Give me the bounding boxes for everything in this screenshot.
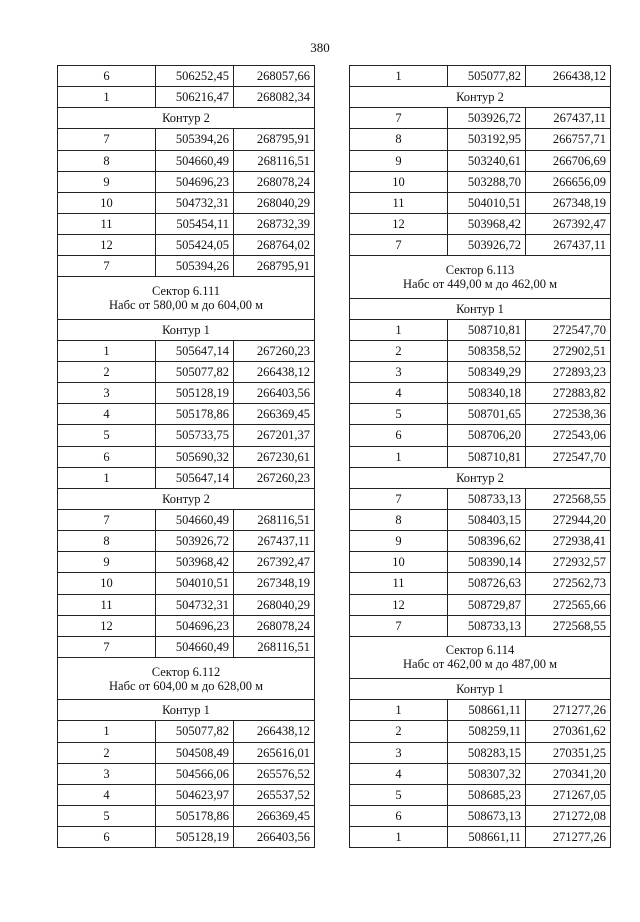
contour-label: Контур 2 — [350, 87, 611, 108]
point-number: 7 — [58, 509, 156, 530]
x-coordinate: 503926,72 — [448, 235, 526, 256]
x-coordinate: 508710,81 — [448, 319, 526, 340]
point-number: 4 — [350, 383, 448, 404]
x-coordinate: 504696,23 — [156, 171, 234, 192]
y-coordinate: 272944,20 — [526, 509, 611, 530]
y-coordinate: 272547,70 — [526, 446, 611, 467]
point-number: 3 — [350, 361, 448, 382]
y-coordinate: 268116,51 — [234, 636, 315, 657]
sector-header — [58, 657, 315, 699]
y-coordinate: 267260,23 — [234, 467, 315, 488]
x-coordinate: 505647,14 — [156, 467, 234, 488]
point-row — [58, 235, 315, 256]
contour-row — [58, 319, 315, 340]
contour-label: Контур 1 — [350, 679, 611, 700]
y-coordinate: 265537,52 — [234, 784, 315, 805]
y-coordinate: 267392,47 — [526, 213, 611, 234]
sector-height-range: Набс от 604,00 м до 628,00 м — [109, 678, 263, 693]
sector-name: Сектор 6.112 — [151, 664, 221, 679]
point-number: 1 — [58, 721, 156, 742]
point-number: 5 — [350, 784, 448, 805]
contour-label: Контур 1 — [58, 319, 315, 340]
x-coordinate: 508358,52 — [448, 340, 526, 361]
y-coordinate: 267437,11 — [234, 531, 315, 552]
sector-name: Сектор 6.111 — [151, 284, 221, 299]
x-coordinate: 504660,49 — [156, 509, 234, 530]
point-number: 1 — [350, 827, 448, 848]
point-number: 6 — [58, 66, 156, 87]
point-number: 4 — [58, 404, 156, 425]
y-coordinate: 271277,26 — [526, 700, 611, 721]
x-coordinate: 503192,95 — [448, 129, 526, 150]
point-row — [58, 467, 315, 488]
point-row — [58, 721, 315, 742]
x-coordinate: 505394,26 — [156, 256, 234, 277]
point-row — [58, 150, 315, 171]
point-row — [350, 361, 611, 382]
point-row — [350, 213, 611, 234]
point-row — [58, 573, 315, 594]
point-row — [350, 531, 611, 552]
sector-height-range: Набс от 580,00 м до 604,00 м — [109, 298, 263, 313]
point-number: 8 — [350, 509, 448, 530]
y-coordinate: 268764,02 — [234, 235, 315, 256]
point-number: 10 — [350, 552, 448, 573]
point-row — [350, 192, 611, 213]
point-number: 10 — [58, 192, 156, 213]
sector-row — [350, 256, 611, 298]
y-coordinate: 272883,82 — [526, 383, 611, 404]
point-row — [58, 594, 315, 615]
point-number: 4 — [58, 784, 156, 805]
y-coordinate: 265576,52 — [234, 763, 315, 784]
point-number: 1 — [350, 319, 448, 340]
right-coordinates-table — [349, 65, 611, 848]
x-coordinate: 503968,42 — [448, 213, 526, 234]
point-row — [350, 615, 611, 636]
point-row — [58, 531, 315, 552]
sector-row — [58, 657, 315, 699]
contour-row — [58, 700, 315, 721]
point-number: 8 — [350, 129, 448, 150]
y-coordinate: 267348,19 — [526, 192, 611, 213]
y-coordinate: 272568,55 — [526, 615, 611, 636]
point-row — [58, 66, 315, 87]
point-row — [350, 383, 611, 404]
point-row — [58, 383, 315, 404]
sector-header — [58, 277, 315, 319]
x-coordinate: 505128,19 — [156, 827, 234, 848]
point-row — [350, 340, 611, 361]
point-number: 7 — [58, 256, 156, 277]
y-coordinate: 272568,55 — [526, 488, 611, 509]
x-coordinate: 505077,82 — [156, 721, 234, 742]
x-coordinate: 504010,51 — [448, 192, 526, 213]
x-coordinate: 505424,05 — [156, 235, 234, 256]
sector-name: Сектор 6.114 — [445, 643, 515, 658]
x-coordinate: 508661,11 — [448, 700, 526, 721]
point-row — [350, 129, 611, 150]
point-row — [350, 721, 611, 742]
point-number: 10 — [350, 171, 448, 192]
point-row — [58, 615, 315, 636]
x-coordinate: 504010,51 — [156, 573, 234, 594]
y-coordinate: 268040,29 — [234, 192, 315, 213]
point-row — [350, 66, 611, 87]
x-coordinate: 503926,72 — [156, 531, 234, 552]
y-coordinate: 268057,66 — [234, 66, 315, 87]
y-coordinate: 272565,66 — [526, 594, 611, 615]
sector-height-range: Набс от 449,00 м до 462,00 м — [403, 276, 557, 291]
point-row — [350, 150, 611, 171]
point-row — [58, 404, 315, 425]
contour-label: Контур 2 — [58, 108, 315, 129]
x-coordinate: 508283,15 — [448, 742, 526, 763]
x-coordinate: 505454,11 — [156, 213, 234, 234]
contour-row — [350, 298, 611, 319]
point-row — [58, 742, 315, 763]
y-coordinate: 268116,51 — [234, 509, 315, 530]
y-coordinate: 272538,36 — [526, 404, 611, 425]
point-row — [58, 827, 315, 848]
point-number: 12 — [350, 213, 448, 234]
x-coordinate: 508726,63 — [448, 573, 526, 594]
point-row — [350, 594, 611, 615]
y-coordinate: 268116,51 — [234, 150, 315, 171]
y-coordinate: 266438,12 — [526, 66, 611, 87]
point-row — [58, 446, 315, 467]
point-number: 6 — [58, 827, 156, 848]
y-coordinate: 266706,69 — [526, 150, 611, 171]
y-coordinate: 267437,11 — [526, 235, 611, 256]
point-row — [58, 425, 315, 446]
point-row — [350, 552, 611, 573]
point-number: 3 — [58, 763, 156, 784]
y-coordinate: 268078,24 — [234, 171, 315, 192]
point-number: 5 — [58, 805, 156, 826]
point-row — [58, 192, 315, 213]
x-coordinate: 508259,11 — [448, 721, 526, 742]
y-coordinate: 267348,19 — [234, 573, 315, 594]
y-coordinate: 266438,12 — [234, 721, 315, 742]
contour-label: Контур 1 — [350, 298, 611, 319]
point-number: 10 — [58, 573, 156, 594]
point-number: 8 — [58, 531, 156, 552]
y-coordinate: 265616,01 — [234, 742, 315, 763]
point-number: 2 — [58, 361, 156, 382]
point-number: 11 — [350, 192, 448, 213]
x-coordinate: 504696,23 — [156, 615, 234, 636]
point-row — [350, 573, 611, 594]
point-number: 2 — [350, 721, 448, 742]
point-row — [350, 235, 611, 256]
x-coordinate: 508349,29 — [448, 361, 526, 382]
point-number: 1 — [58, 467, 156, 488]
point-row — [350, 763, 611, 784]
x-coordinate: 503968,42 — [156, 552, 234, 573]
y-coordinate: 267260,23 — [234, 340, 315, 361]
point-number: 6 — [350, 805, 448, 826]
point-number: 9 — [58, 171, 156, 192]
x-coordinate: 506252,45 — [156, 66, 234, 87]
point-row — [350, 319, 611, 340]
y-coordinate: 268732,39 — [234, 213, 315, 234]
point-number: 1 — [350, 700, 448, 721]
x-coordinate: 503926,72 — [448, 108, 526, 129]
point-row — [350, 171, 611, 192]
point-row — [350, 805, 611, 826]
point-row — [350, 509, 611, 530]
point-row — [350, 784, 611, 805]
y-coordinate: 270341,20 — [526, 763, 611, 784]
point-row — [350, 827, 611, 848]
y-coordinate: 272893,23 — [526, 361, 611, 382]
contour-label: Контур 1 — [58, 700, 315, 721]
point-row — [350, 742, 611, 763]
point-number: 7 — [58, 129, 156, 150]
sector-row — [350, 636, 611, 678]
x-coordinate: 505077,82 — [156, 361, 234, 382]
y-coordinate: 267201,37 — [234, 425, 315, 446]
y-coordinate: 272562,73 — [526, 573, 611, 594]
point-row — [350, 488, 611, 509]
x-coordinate: 508710,81 — [448, 446, 526, 467]
point-number: 7 — [350, 615, 448, 636]
y-coordinate: 266369,45 — [234, 805, 315, 826]
sector-row — [58, 277, 315, 319]
x-coordinate: 505077,82 — [448, 66, 526, 87]
y-coordinate: 266403,56 — [234, 383, 315, 404]
contour-label: Контур 2 — [350, 467, 611, 488]
x-coordinate: 508403,15 — [448, 509, 526, 530]
page-number: 380 — [310, 40, 330, 55]
point-number: 7 — [58, 636, 156, 657]
x-coordinate: 504508,49 — [156, 742, 234, 763]
point-row — [58, 129, 315, 150]
contour-row — [350, 87, 611, 108]
point-number: 11 — [350, 573, 448, 594]
point-row — [58, 552, 315, 573]
y-coordinate: 267392,47 — [234, 552, 315, 573]
y-coordinate: 266656,09 — [526, 171, 611, 192]
x-coordinate: 503240,61 — [448, 150, 526, 171]
point-number: 6 — [350, 425, 448, 446]
x-coordinate: 504660,49 — [156, 636, 234, 657]
point-row — [58, 763, 315, 784]
point-row — [58, 171, 315, 192]
point-number: 3 — [350, 742, 448, 763]
point-number: 9 — [350, 150, 448, 171]
x-coordinate: 505690,32 — [156, 446, 234, 467]
x-coordinate: 508340,18 — [448, 383, 526, 404]
point-row — [58, 805, 315, 826]
point-number: 1 — [58, 87, 156, 108]
x-coordinate: 508390,14 — [448, 552, 526, 573]
y-coordinate: 267437,11 — [526, 108, 611, 129]
point-number: 2 — [350, 340, 448, 361]
y-coordinate: 266369,45 — [234, 404, 315, 425]
y-coordinate: 270361,62 — [526, 721, 611, 742]
x-coordinate: 508706,20 — [448, 425, 526, 446]
point-number: 1 — [350, 446, 448, 467]
y-coordinate: 272938,41 — [526, 531, 611, 552]
x-coordinate: 504732,31 — [156, 192, 234, 213]
x-coordinate: 505647,14 — [156, 340, 234, 361]
sector-name: Сектор 6.113 — [445, 262, 515, 277]
x-coordinate: 508396,62 — [448, 531, 526, 552]
contour-label: Контур 2 — [58, 488, 315, 509]
point-number: 1 — [58, 340, 156, 361]
point-row — [58, 256, 315, 277]
x-coordinate: 505178,86 — [156, 404, 234, 425]
point-number: 8 — [58, 150, 156, 171]
x-coordinate: 508733,13 — [448, 615, 526, 636]
point-number: 5 — [58, 425, 156, 446]
x-coordinate: 508685,23 — [448, 784, 526, 805]
point-number: 5 — [350, 404, 448, 425]
y-coordinate: 272543,06 — [526, 425, 611, 446]
point-number: 11 — [58, 594, 156, 615]
x-coordinate: 508733,13 — [448, 488, 526, 509]
y-coordinate: 272932,57 — [526, 552, 611, 573]
x-coordinate: 505178,86 — [156, 805, 234, 826]
x-coordinate: 504566,06 — [156, 763, 234, 784]
point-row — [58, 509, 315, 530]
point-number: 7 — [350, 235, 448, 256]
y-coordinate: 267230,61 — [234, 446, 315, 467]
point-number: 12 — [58, 235, 156, 256]
point-row — [58, 213, 315, 234]
x-coordinate: 508701,65 — [448, 404, 526, 425]
y-coordinate: 272547,70 — [526, 319, 611, 340]
point-row — [58, 87, 315, 108]
x-coordinate: 508729,87 — [448, 594, 526, 615]
point-row — [350, 446, 611, 467]
point-row — [350, 108, 611, 129]
x-coordinate: 504732,31 — [156, 594, 234, 615]
point-row — [58, 636, 315, 657]
y-coordinate: 266438,12 — [234, 361, 315, 382]
point-row — [58, 784, 315, 805]
x-coordinate: 505733,75 — [156, 425, 234, 446]
y-coordinate: 268795,91 — [234, 256, 315, 277]
point-number: 6 — [58, 446, 156, 467]
point-number: 9 — [58, 552, 156, 573]
x-coordinate: 505128,19 — [156, 383, 234, 404]
x-coordinate: 508661,11 — [448, 827, 526, 848]
sector-header — [350, 636, 611, 678]
point-row — [58, 340, 315, 361]
y-coordinate: 272902,51 — [526, 340, 611, 361]
point-number: 12 — [58, 615, 156, 636]
sector-header — [350, 256, 611, 298]
point-row — [350, 700, 611, 721]
point-number: 1 — [350, 66, 448, 87]
point-row — [350, 404, 611, 425]
point-number: 7 — [350, 108, 448, 129]
y-coordinate: 266757,71 — [526, 129, 611, 150]
point-number: 12 — [350, 594, 448, 615]
y-coordinate: 268040,29 — [234, 594, 315, 615]
contour-row — [350, 467, 611, 488]
y-coordinate: 266403,56 — [234, 827, 315, 848]
y-coordinate: 271272,08 — [526, 805, 611, 826]
point-number: 4 — [350, 763, 448, 784]
point-number: 9 — [350, 531, 448, 552]
point-row — [350, 425, 611, 446]
y-coordinate: 268078,24 — [234, 615, 315, 636]
contour-row — [58, 108, 315, 129]
contour-row — [58, 488, 315, 509]
x-coordinate: 504623,97 — [156, 784, 234, 805]
point-number: 2 — [58, 742, 156, 763]
sector-height-range: Набс от 462,00 м до 487,00 м — [403, 657, 557, 672]
point-number: 7 — [350, 488, 448, 509]
x-coordinate: 504660,49 — [156, 150, 234, 171]
point-number: 11 — [58, 213, 156, 234]
x-coordinate: 508307,32 — [448, 763, 526, 784]
x-coordinate: 503288,70 — [448, 171, 526, 192]
y-coordinate: 271267,05 — [526, 784, 611, 805]
y-coordinate: 268082,34 — [234, 87, 315, 108]
left-coordinates-table — [57, 65, 315, 848]
y-coordinate: 270351,25 — [526, 742, 611, 763]
x-coordinate: 508673,13 — [448, 805, 526, 826]
y-coordinate: 271277,26 — [526, 827, 611, 848]
y-coordinate: 268795,91 — [234, 129, 315, 150]
x-coordinate: 505394,26 — [156, 129, 234, 150]
point-row — [58, 361, 315, 382]
point-number: 3 — [58, 383, 156, 404]
x-coordinate: 506216,47 — [156, 87, 234, 108]
contour-row — [350, 679, 611, 700]
